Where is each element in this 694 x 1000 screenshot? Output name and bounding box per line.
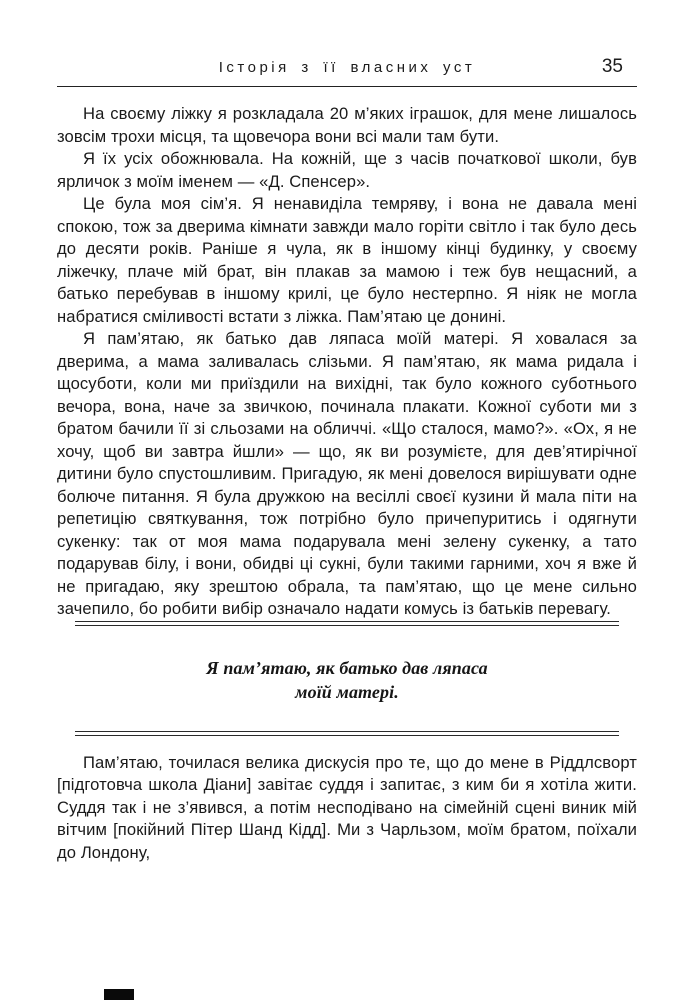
running-title: Історія з її власних уст: [218, 59, 476, 76]
pull-quote-bottom-rule: [75, 731, 619, 736]
paragraph-1: На своєму ліжку я розкладала 20 м’яких іграшок, для мене лишалось зовсім трохи місця, та щовечора вони всі мали там бути.: [57, 104, 637, 146]
body-text: [57, 103, 637, 864]
pull-quote: [75, 642, 619, 717]
page-header: [57, 56, 637, 82]
pull-quote-line-1: Я пам’ятаю, як батько дав ляпаса: [206, 657, 488, 678]
page-number: 35: [601, 56, 623, 77]
scan-artifact: [104, 989, 134, 1000]
paragraph-4: Я пам’ятаю, як батько дав ляпаса моїй матері. Я ховалася за дверима, а мама заливалась слізьми. Я пам’ятаю, як мама ридала і щосуботи, коли ми приїздили на вихідні, так було кожного суботнього вечора, вона, наче за звичкою, починала плакати. Кожної суботи ми з братом бачили її зі сльозами на обличчі. «Що сталося, мамо?». «Ох, я не хочу, щоб ви завтра йшли» — що, як ви розумієте, для дев’ятирічної дитини було спустошливим. Пригадую, як мені довелося вирішувати одне болюче питання. Я була дружкою на весіллі своєї кузини й мала піти на репетицію святкування, тож потрібно було причепуритись і одягнути сукенку: так от моя мама подарувала мені зелену сукенку, а тато подарував білу, і вони, обидві ці сукні, були такими гарними, хоч я вже й не пригадаю, яку зрештою обрала, та пам’ятаю, що це мене сильно зачепило, бо робити вибір означало надати комусь із батьків перевагу.: [57, 329, 637, 618]
pull-quote-top-rule: [75, 621, 619, 626]
paragraph-2: Я їх усіх обожнювала. На кожній, ще з часів початкової школи, був ярличок з моїм іменем — «Д. Спенсер».: [57, 149, 637, 191]
header-rule: [57, 86, 637, 87]
pull-quote-line-2: моїй матері.: [295, 681, 399, 702]
paragraph-3: Це була моя сім’я. Я ненавиділа темряву, і вона не давала мені спокою, тож за дверима кімнати завжди мало горіти світло і так було десь до десяти років. Раніше я чула, як в іншому кінці будинку, у своєму ліжечку, плаче мій брат, він плакав за мамою і теж був нещасний, а батько перебував в іншому крилі, це було нестерпно. Я ніяк не могла набратися сміливості встати з ліжка. Пам’ятаю це донині.: [57, 194, 637, 326]
paragraph-5: Пам’ятаю, точилася велика дискусія про те, що до мене в Ріддлсворт [підготовча школа Діани] завітає суддя і запитає, з ким би я хотіла жити. Суддя так і не з’явився, а потім несподівано на сімейній сцені виник мій вітчим [покійний Пітер Шанд Кідд]. Ми з Чарльзом, моїм братом, поїхали до Лондону,: [57, 752, 637, 862]
